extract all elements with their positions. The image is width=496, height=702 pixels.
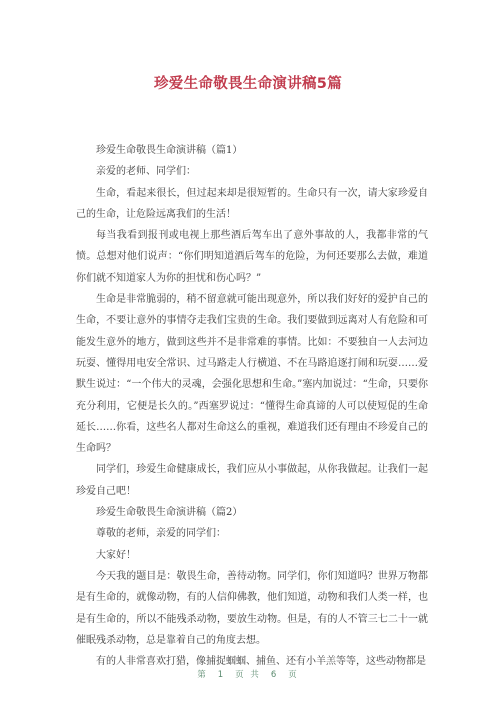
paragraph-greeting-2: 尊敬的老师，亲爱的同学们： <box>96 528 226 540</box>
page-footer <box>0 668 496 680</box>
paragraph-greeting-1: 亲爱的老师、同学们： <box>96 166 196 178</box>
paragraph: 生命是非常脆弱的，稍不留意就可能出现意外，所以我们好好的爱护自己的生命，不要让意外的事情夺走我们宝贵的生命。我们要做到远离对人有危险和可能发生意外的地方，做到这些并不是非常难的事情。比如：不要独自一人去河边玩耍、懂得用电安全常识、过马路走人行横道、不在马路追逐打闹和玩耍……爱默生说过：“一个伟大的灵魂，会强化思想和生命。”塞内加说过：“生命，只要你充分利用，它便是长久的。”西塞罗说过：“懂得生命真谛的人可以使短促的生命延长……你看，这些名人都对生命这么的重视，难道我们还有理由不珍爱自己的生命吗？ <box>76 294 428 455</box>
footer-suffix: 页 <box>288 670 299 680</box>
paragraph: 同学们，珍爱生命健康成长，我们应从小事做起，从你我做起。让我们一起珍爱自己吧！ <box>76 464 428 497</box>
paragraph: 每当我看到报刊或电视上那些酒后驾车出了意外事故的人，我都非常的气愤。总想对他们说声：“你们明知道酒后驾车的危险，为何还要那么去做，难道你们就不知道家人为你的担忧和伤心吗？” <box>76 230 428 284</box>
page-total: 6 <box>270 670 279 680</box>
footer-middle: 页 共 <box>235 670 261 680</box>
paragraph: 大家好！ <box>96 549 136 561</box>
document-body <box>76 140 428 672</box>
paragraph: 有的人非常喜欢打猎，像捕捉蝈蝈、捕鱼、还有小羊羔等等，这些动物都是 <box>96 656 426 668</box>
paragraph: 今天我的题目是：敬畏生命，善待动物。同学们，你们知道吗？世界万物都是有生命的，就像动物，有的人信仰佛教，他们知道，动物和我们人类一样，也是有生命的，所以不能残杀动物，要放生动物。但是，有的人不管三七二十一就催眠残杀动物，总是靠着自己的角度去想。 <box>76 570 428 646</box>
paragraph-heading-1: 珍爱生命敬畏生命演讲稿（篇1） <box>96 145 243 156</box>
page-number: 1 <box>217 670 226 680</box>
paragraph: 生命，看起来很长，但过起来却是很短暂的。生命只有一次，请大家珍爱自己的生命，让危险远离我们的生活！ <box>76 187 428 220</box>
paragraph-heading-2: 珍爱生命敬畏生命演讲稿（篇2） <box>96 507 243 519</box>
document-title: 珍爱生命敬畏生命演讲稿5篇 <box>154 76 342 92</box>
footer-prefix: 第 <box>197 670 208 680</box>
